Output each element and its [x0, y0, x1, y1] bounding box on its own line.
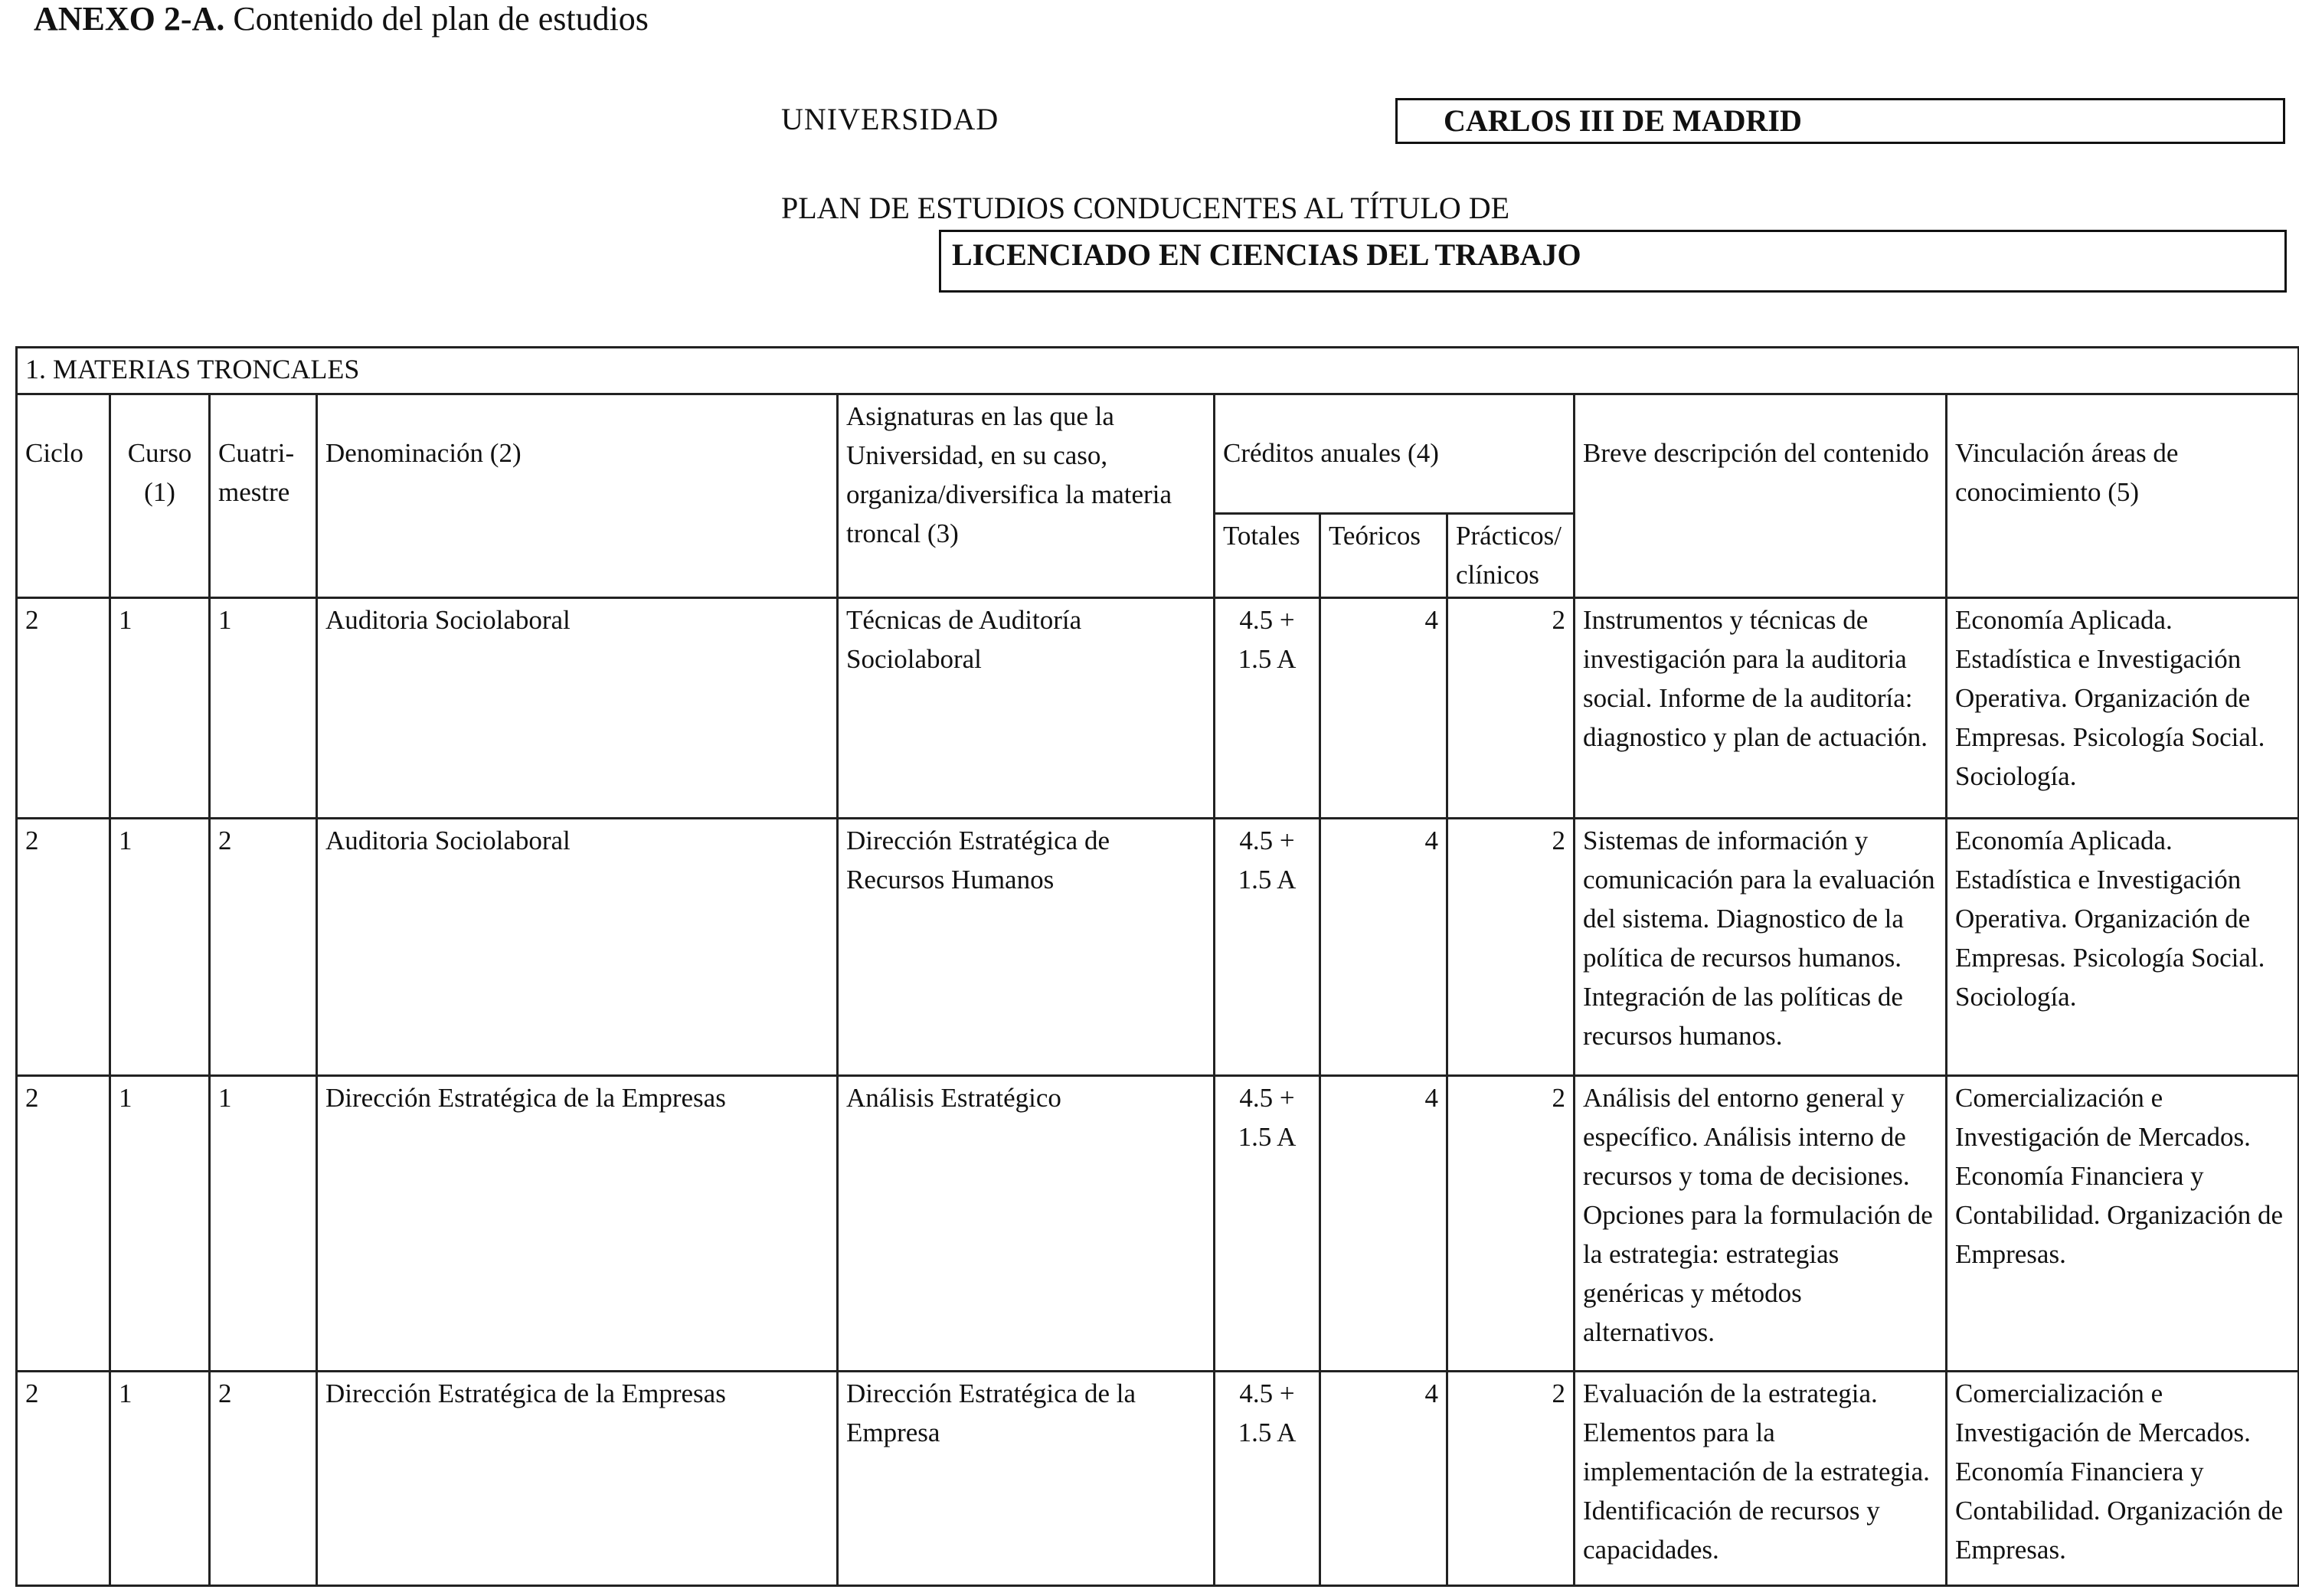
cell-denominacion: Dirección Estratégica de la Empresas — [317, 1372, 838, 1586]
university-label: UNIVERSIDAD — [781, 102, 999, 136]
cell-ciclo: 2 — [17, 1372, 110, 1586]
cell-denominacion: Dirección Estratégica de la Empresas — [317, 1076, 838, 1372]
annex-heading — [34, 0, 649, 38]
col-header-descripcion: Breve descripción del contenido — [1575, 394, 1947, 598]
annex-number: ANEXO 2-A. — [34, 0, 225, 38]
col-header-asignaturas: Asignaturas en las que la Universidad, en su caso, organiza/diversifica la materia troncal (3) — [838, 394, 1215, 598]
cell-practicos: 2 — [1447, 819, 1575, 1076]
degree-title-box: LICENCIADO EN CIENCIAS DEL TRABAJO — [939, 230, 2287, 293]
cell-vinculacion: Economía Aplicada. Estadística e Investigación Operativa. Organización de Empresas. Psicología Social. Sociología. — [1947, 819, 2299, 1076]
cell-descripcion: Evaluación de la estrategia. Elementos para la implementación de la estrategia. Identificación de recursos y capacidades. — [1575, 1372, 1947, 1586]
cell-cuatrimestre: 1 — [210, 1076, 317, 1372]
cell-denominacion: Auditoria Sociolaboral — [317, 598, 838, 819]
col-header-practicos: Prácticos/ clínicos — [1447, 514, 1575, 598]
col-header-vinculacion: Vinculación áreas de conocimiento (5) — [1947, 394, 2299, 598]
cell-asignatura: Dirección Estratégica de Recursos Humanos — [838, 819, 1215, 1076]
cell-totales: 4.5 + 1.5 A — [1215, 1372, 1320, 1586]
col-header-denominacion: Denominación (2) — [317, 394, 838, 598]
cell-vinculacion: Comercialización e Investigación de Mercados. Economía Financiera y Contabilidad. Organización de Empresas. — [1947, 1076, 2299, 1372]
cell-teoricos: 4 — [1320, 819, 1447, 1076]
cell-cuatrimestre: 1 — [210, 598, 317, 819]
cell-practicos: 2 — [1447, 598, 1575, 819]
cell-cuatrimestre: 2 — [210, 1372, 317, 1586]
cell-curso: 1 — [110, 598, 210, 819]
cell-descripcion: Análisis del entorno general y específico. Análisis interno de recursos y toma de decisiones. Opciones para la formulación de la estrategia: estrategias genéricas y métodos alternativos. — [1575, 1076, 1947, 1372]
cell-asignatura: Dirección Estratégica de la Empresa — [838, 1372, 1215, 1586]
cell-descripcion: Sistemas de información y comunicación para la evaluación del sistema. Diagnostico de la política de recursos humanos. Integración de las políticas de recursos humanos. — [1575, 819, 1947, 1076]
cell-asignatura: Análisis Estratégico — [838, 1076, 1215, 1372]
cell-vinculacion: Comercialización e Investigación de Mercados. Economía Financiera y Contabilidad. Organización de Empresas. — [1947, 1372, 2299, 1586]
col-header-totales: Totales — [1215, 514, 1320, 598]
col-header-teoricos: Teóricos — [1320, 514, 1447, 598]
cell-teoricos: 4 — [1320, 1076, 1447, 1372]
table-row — [17, 819, 2299, 1076]
col-header-ciclo: Ciclo — [17, 394, 110, 598]
col-header-curso: Curso (1) — [110, 394, 210, 598]
cell-descripcion: Instrumentos y técnicas de investigación para la auditoria social. Informe de la auditoría: diagnostico y plan de actuación. — [1575, 598, 1947, 819]
cell-curso: 1 — [110, 819, 210, 1076]
cell-teoricos: 4 — [1320, 598, 1447, 819]
col-header-cuatrimestre: Cuatri- mestre — [210, 394, 317, 598]
cell-curso: 1 — [110, 1372, 210, 1586]
university-name-box: CARLOS III DE MADRID — [1395, 98, 2285, 144]
cell-denominacion: Auditoria Sociolaboral — [317, 819, 838, 1076]
curriculum-table — [15, 346, 2299, 1587]
cell-practicos: 2 — [1447, 1076, 1575, 1372]
annex-text: Contenido del plan de estudios — [233, 0, 649, 38]
section-title: 1. MATERIAS TRONCALES — [17, 348, 2299, 394]
table-row — [17, 598, 2299, 819]
table-row — [17, 1076, 2299, 1372]
cell-practicos: 2 — [1447, 1372, 1575, 1586]
cell-cuatrimestre: 2 — [210, 819, 317, 1076]
cell-curso: 1 — [110, 1076, 210, 1372]
table-row — [17, 1372, 2299, 1586]
col-header-creditos: Créditos anuales (4) — [1215, 394, 1575, 514]
cell-totales: 4.5 + 1.5 A — [1215, 819, 1320, 1076]
cell-ciclo: 2 — [17, 1076, 110, 1372]
cell-vinculacion: Economía Aplicada. Estadística e Investigación Operativa. Organización de Empresas. Psicología Social. Sociología. — [1947, 598, 2299, 819]
cell-ciclo: 2 — [17, 598, 110, 819]
cell-totales: 4.5 + 1.5 A — [1215, 598, 1320, 819]
cell-ciclo: 2 — [17, 819, 110, 1076]
plan-label: PLAN DE ESTUDIOS CONDUCENTES AL TÍTULO DE — [781, 191, 1510, 225]
cell-asignatura: Técnicas de Auditoría Sociolaboral — [838, 598, 1215, 819]
cell-totales: 4.5 + 1.5 A — [1215, 1076, 1320, 1372]
cell-teoricos: 4 — [1320, 1372, 1447, 1586]
